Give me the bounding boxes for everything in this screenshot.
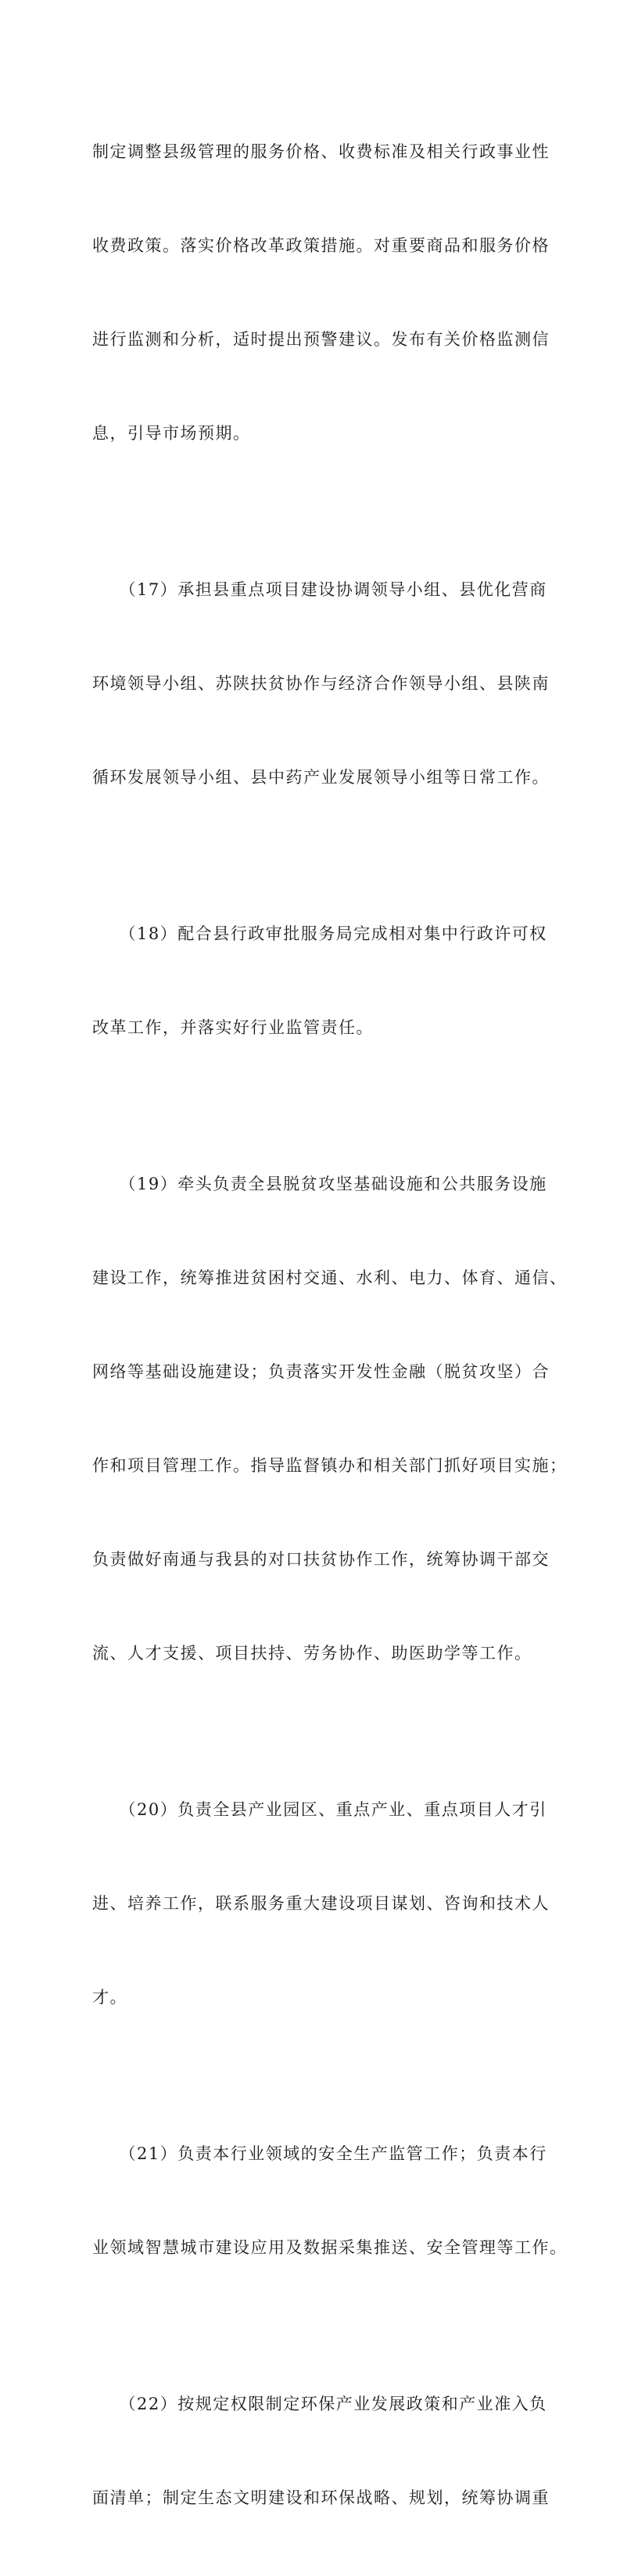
- text-line: 网络等基础设施建设；负责落实开发性金融（脱贫攻坚）合: [92, 1362, 550, 1381]
- text-line: （21）负责本行业领域的安全生产监管工作；负责本行: [92, 2144, 547, 2163]
- text-line: 面清单；制定生态文明建设和环保战略、规划，统筹协调重: [92, 2488, 550, 2507]
- text-line: 循环发展领导小组、县中药产业发展领导小组等日常工作。: [92, 768, 550, 787]
- text-line: 作和项目管理工作。指导监督镇办和相关部门抓好项目实施；: [92, 1456, 568, 1475]
- paragraph-item-22: [92, 2326, 550, 2576]
- text-line: 环境领导小组、苏陕扶贫协作与经济合作领导小组、县陕南: [92, 674, 550, 693]
- paragraph-item-19: [92, 1106, 568, 1731]
- text-line: 收费政策。落实价格改革政策措施。对重要商品和服务价格: [92, 236, 550, 255]
- text-line: （18）配合县行政审批服务局完成相对集中行政许可权: [92, 924, 547, 943]
- text-line: （20）负责全县产业园区、重点产业、重点项目人才引: [92, 1800, 547, 1819]
- text-line: 业领域智慧城市建设应用及数据采集推送、安全管理等工作。: [92, 2238, 568, 2257]
- paragraph-item-18: [92, 856, 547, 1106]
- paragraph-item-21: [92, 2076, 568, 2326]
- text-line: （17）承担县重点项目建设协调领导小组、县优化营商: [92, 580, 547, 599]
- text-line: 制定调整县级管理的服务价格、收费标准及相关行政事业性: [92, 142, 550, 161]
- text-line: 负责做好南通与我县的对口扶贫协作工作，统筹协调干部交: [92, 1550, 550, 1569]
- text-line: 息，引导市场预期。: [92, 424, 251, 443]
- text-line: 进行监测和分析，适时提出预警建议。发布有关价格监测信: [92, 330, 550, 349]
- text-line: （22）按规定权限制定环保产业发展政策和产业准入负: [92, 2395, 547, 2413]
- text-line: 建设工作，统筹推进贫困村交通、水利、电力、体育、通信、: [92, 1268, 568, 1287]
- paragraph-intro: [92, 74, 550, 511]
- document-body: [92, 74, 568, 2576]
- text-line: 才。: [92, 1988, 127, 2007]
- text-line: 改革工作，并落实好行业监管责任。: [92, 1018, 374, 1037]
- paragraph-item-20: [92, 1731, 550, 2076]
- text-line: 进、培养工作，联系服务重大建设项目谋划、咨询和技术人: [92, 1894, 550, 1913]
- text-line: （19）牵头负责全县脱贫攻坚基础设施和公共服务设施: [92, 1175, 547, 1193]
- text-line: 流、人才支援、项目扶持、劳务协作、助医助学等工作。: [92, 1644, 532, 1663]
- paragraph-item-17: [92, 511, 550, 856]
